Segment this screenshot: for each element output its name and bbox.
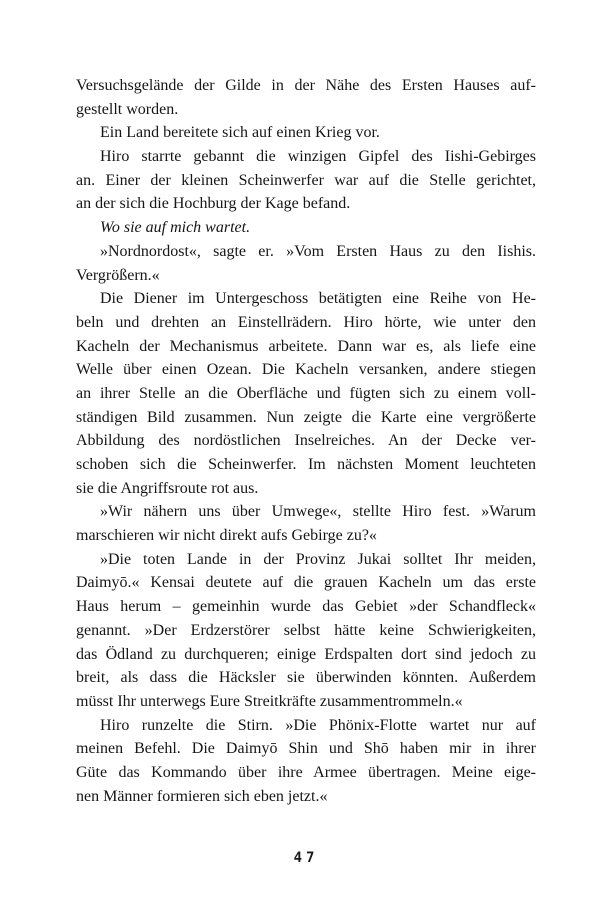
text-line: Vergrößern.« [76,266,160,284]
text-line: an der sich die Hochburg der Kage befand. [76,195,351,213]
text-line: genannt. »Der Erdzerstörer selbst hätte keine Schwierigkeiten, [76,621,536,639]
text-line: Ein Land bereitete sich auf einen Krieg vor. [100,124,380,142]
text-line: Die Diener im Untergeschoss betätigten eine Reihe von He- [100,290,536,308]
text-line: Versuchsgelände der Gilde in der Nähe des Ersten Hauses auf- [76,77,536,94]
text-line: müsst Ihr unterwegs Eure Streitkräfte zusammentrommeln.« [76,692,463,710]
text-line: Welle über einen Ozean. Die Kacheln versanken, andere stiegen [76,361,536,379]
text-line: Hiro starrte gebannt die winzigen Gipfel des Iishi-Gebirges [100,148,536,166]
text-line: nen Männer formieren sich eben jetzt.« [76,787,328,805]
text-line: Hiro runzelte die Stirn. »Die Phönix-Flotte wartet nur auf [100,716,536,734]
text-line: an. Einer der kleinen Scheinwerfer war auf die Stelle gerichtet, [76,171,536,189]
text-line: Kacheln der Mechanismus arbeitete. Dann war es, als liefe eine [76,337,536,355]
text-block [76,74,536,808]
text-line: marschieren wir nicht direkt aufs Gebirge zu?« [76,527,377,545]
text-line: gestellt worden. [76,100,179,118]
text-line: sie die Angriffsroute rot aus. [76,479,259,497]
text-line: das Ödland zu durchqueren; einige Erdspalten dort sind jedoch zu [76,645,536,663]
text-line: Güte das Kommando über ihre Armee übertragen. Meine eige- [76,763,536,781]
text-line: Wo sie auf mich wartet. [100,219,251,237]
text-line: ständigen Bild zusammen. Nun zeigte die Karte eine vergrößerte [76,408,536,426]
text-line: »Nordnordost«, sagte er. »Vom Ersten Haus zu den Iishis. [100,242,536,260]
page-number: 47 [293,850,319,866]
text-line: Haus herum – gemeinhin wurde das Gebiet »der Schandfleck« [76,598,536,616]
text-line: Daimyō.« Kensai deutete auf die grauen Kacheln um das erste [76,574,536,592]
text-line: schoben sich die Scheinwerfer. Im nächsten Moment leuchteten [76,456,536,473]
text-line: meinen Befehl. Die Daimyō Shin und Shō haben mir in ihrer [76,740,536,758]
text-line: breit, als dass die Häcksler sie überwinden könnten. Außerdem [76,669,536,687]
text-line: Abbildung des nordöstlichen Inselreiches. An der Decke ver- [76,432,536,450]
text-line: »Die toten Lande in der Provinz Jukai solltet Ihr meiden, [100,550,536,568]
text-line: »Wir nähern uns über Umwege«, stellte Hiro fest. »Warum [100,503,536,521]
text-line: beln und drehten an Einstellrädern. Hiro hörte, wie unter den [76,313,536,331]
text-line: an ihrer Stelle an die Oberfläche und fügten sich zu einem voll- [76,384,536,402]
